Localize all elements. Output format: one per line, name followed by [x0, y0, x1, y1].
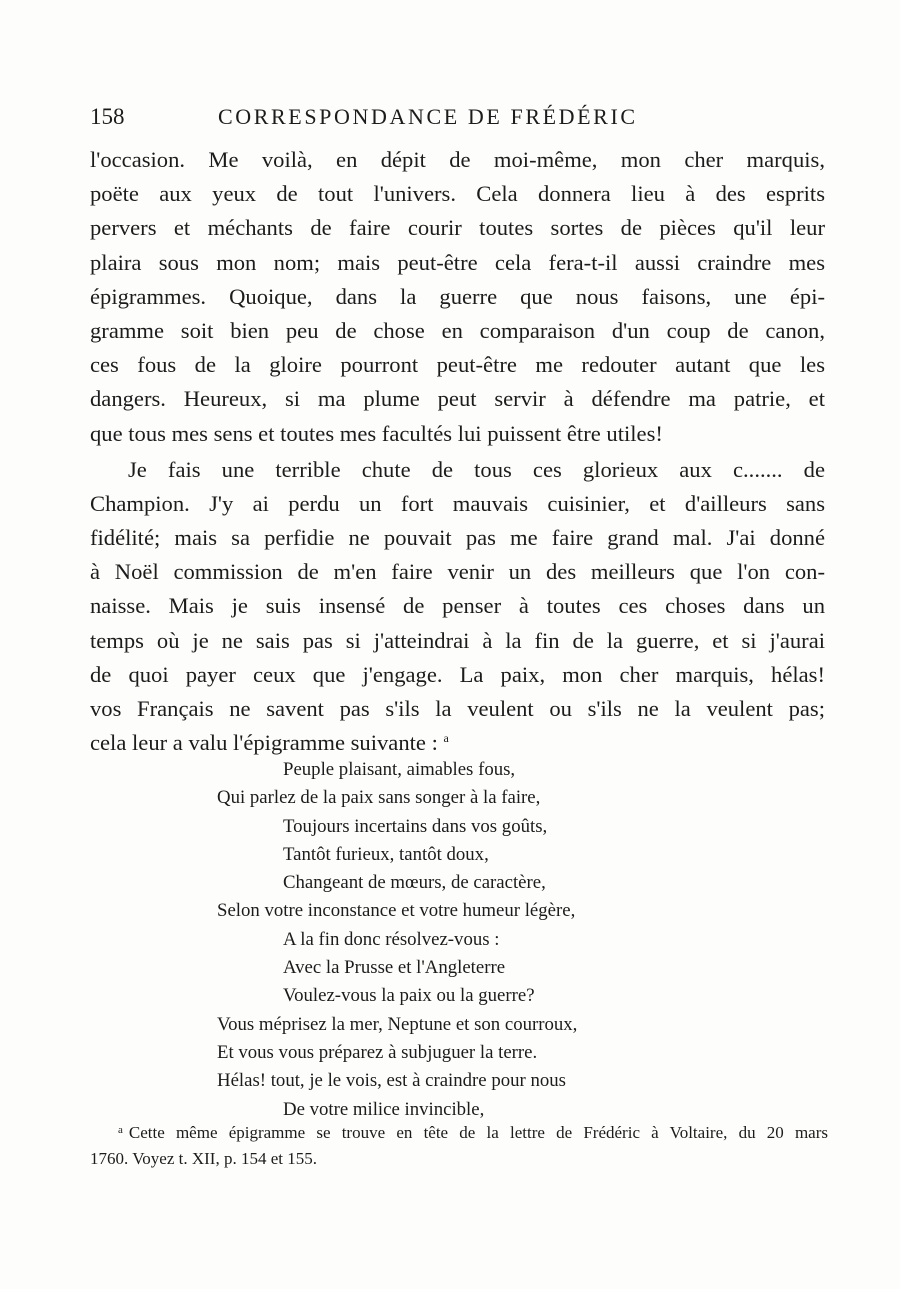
text-line: pervers et méchants de faire courir toutes sortes de pièces qu'il leur [90, 215, 825, 241]
text-line: naisse. Mais je suis insensé de penser à toutes ces choses dans un [90, 593, 825, 619]
text-line: gramme soit bien peu de chose en comparaison d'un coup de canon, [90, 317, 825, 343]
poem-verse: Selon votre inconstance et votre humeur légère, [217, 900, 576, 922]
paragraph-2 [90, 453, 825, 761]
poem-verse: Et vous vous préparez à subjuguer la terre. [217, 1041, 538, 1063]
epigram-poem [90, 756, 825, 1124]
text-line: cela leur a valu l'épigramme suivante : [90, 730, 438, 756]
poem-verse: Toujours incertains dans vos goûts, [283, 815, 548, 837]
footnote-line [90, 1120, 828, 1146]
poem-verse: Tantôt furieux, tantôt doux, [283, 843, 489, 865]
poem-verse: Qui parlez de la paix sans songer à la faire, [217, 787, 541, 809]
text-line: ces fous de la gloire pourront peut-être me redouter autant que les [90, 352, 825, 378]
running-head [90, 100, 830, 134]
poem-verse: Changeant de mœurs, de caractère, [283, 872, 546, 894]
poem-verse: De votre milice invincible, [283, 1098, 485, 1120]
text-line: Je fais une terrible chute de tous ces glorieux aux c....... de [128, 456, 825, 482]
text-line: à Noël commission de m'en faire venir un des meilleurs que l'on con- [90, 559, 825, 585]
page-number: 158 [90, 104, 125, 129]
text-line: épigrammes. Quoique, dans la guerre que nous faisons, une épi- [90, 283, 825, 309]
text-line: fidélité; mais sa perfidie ne pouvait pas me faire grand mal. J'ai donné [90, 525, 825, 551]
footnote-text: Cette même épigramme se trouve en tête de la lettre de Frédéric à Voltaire, du 20 mars [128, 1123, 828, 1142]
poem-verse: Vous méprisez la mer, Neptune et son courroux, [217, 1013, 578, 1035]
poem-verse: Hélas! tout, je le vois, est à craindre pour nous [217, 1070, 566, 1092]
poem-verse: A la fin donc résolvez-vous : [283, 928, 500, 950]
poem-verse: Voulez-vous la paix ou la guerre? [283, 985, 535, 1007]
text-line: que tous mes sens et toutes mes facultés lui puissent être utiles! [90, 420, 663, 446]
text-line: de quoi payer ceux que j'engage. La paix, mon cher marquis, hélas! [90, 661, 825, 687]
text-line: dangers. Heureux, si ma plume peut servir à défendre ma patrie, et [90, 386, 825, 412]
poem-verse: Peuple plaisant, aimables fous, [283, 759, 516, 780]
text-line: poëte aux yeux de tout l'univers. Cela donnera lieu à des esprits [90, 181, 825, 207]
footnote [90, 1120, 828, 1172]
footnote-mark: a [118, 1124, 123, 1136]
running-title: CORRESPONDANCE DE FRÉDÉRIC [218, 104, 638, 129]
text-line: temps où je ne sais pas si j'atteindrai à la fin de la guerre, et si j'aurai [90, 627, 825, 653]
footnote-line: 1760. Voyez t. XII, p. 154 et 155. [90, 1149, 317, 1168]
text-line: plaira sous mon nom; mais peut-être cela fera-t-il aussi craindre mes [90, 249, 825, 275]
poem-verse: Avec la Prusse et l'Angleterre [283, 957, 506, 979]
text-line: vos Français ne savent pas s'ils la veulent ou s'ils ne la veulent pas; [90, 696, 825, 721]
footnote-reference[interactable]: a [443, 731, 449, 746]
paragraph-1 [90, 143, 825, 451]
text-line: l'occasion. Me voilà, en dépit de moi-même, mon cher marquis, [90, 147, 825, 172]
body-text [90, 143, 825, 760]
text-line: Champion. J'y ai perdu un fort mauvais cuisinier, et d'ailleurs sans [90, 490, 825, 516]
